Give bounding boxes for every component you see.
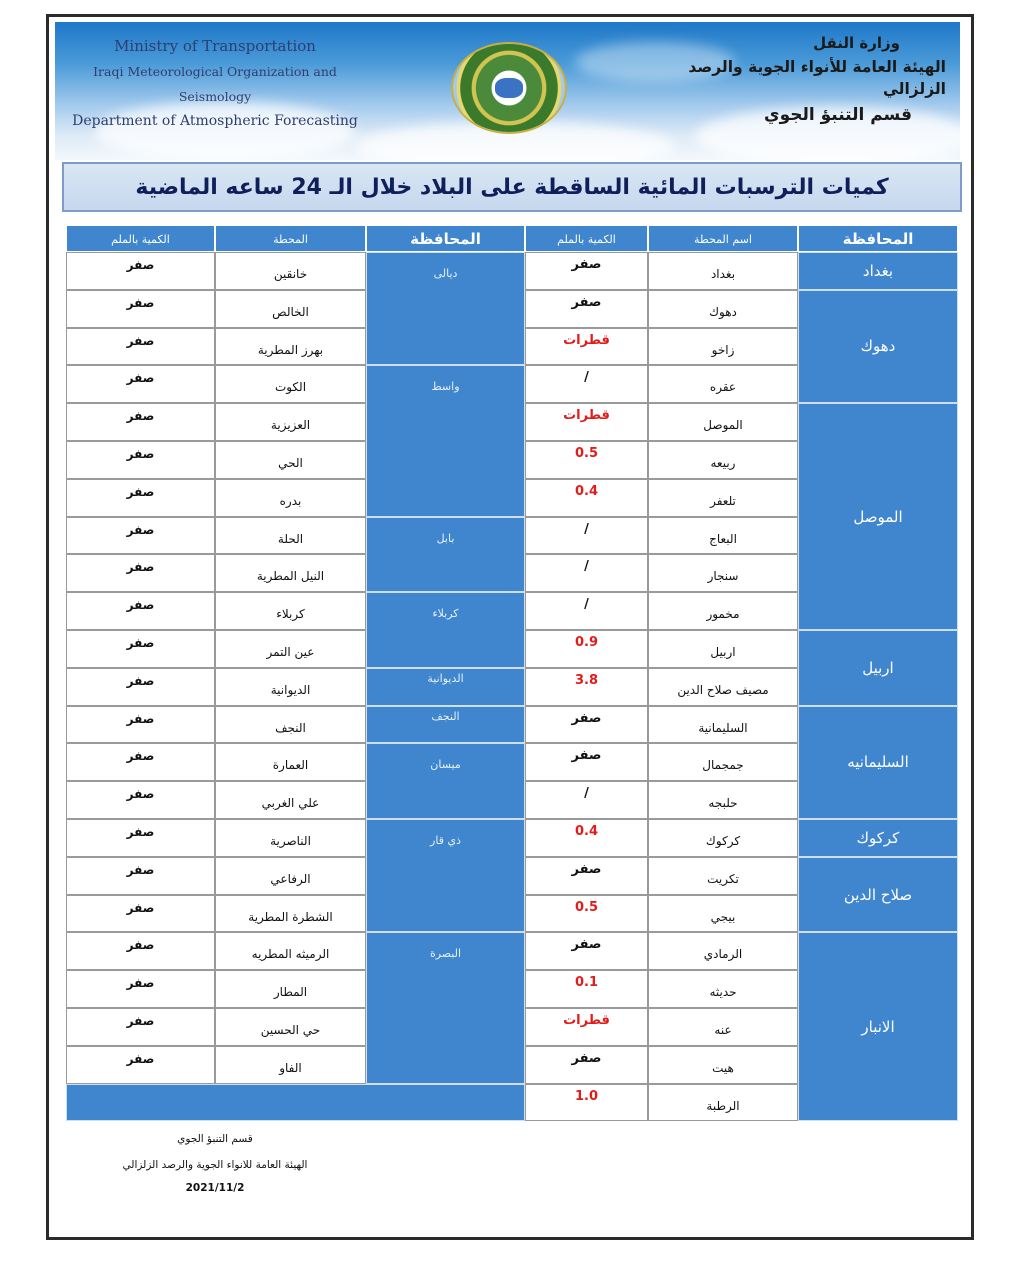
left-amount-cell: صفر bbox=[66, 743, 215, 781]
right-amount-cell: صفر bbox=[525, 743, 648, 781]
header-banner bbox=[55, 22, 960, 160]
ministry-name-en: Ministry of Transportation bbox=[114, 37, 316, 55]
left-station-cell: بدره bbox=[215, 479, 366, 517]
organization-name-en: Iraqi Meteorological Organization and Seismology bbox=[93, 64, 337, 104]
right-amount-cell: قطرات bbox=[525, 403, 648, 441]
left-amount-cell: صفر bbox=[66, 554, 215, 592]
right-station-cell: تلعفر bbox=[648, 479, 798, 517]
left-amount-cell: صفر bbox=[66, 252, 215, 290]
left-station-cell: عين التمر bbox=[215, 630, 366, 668]
right-station-cell: الرطبة bbox=[648, 1084, 798, 1122]
left-station-cell: النيل المطرية bbox=[215, 554, 366, 592]
right-station-cell: تكريت bbox=[648, 857, 798, 895]
right-amount-cell: 0.1 bbox=[525, 970, 648, 1008]
left-province-cell: واسط bbox=[366, 365, 525, 516]
left-amount-cell: صفر bbox=[66, 403, 215, 441]
english-header bbox=[65, 34, 365, 134]
right-province-cell: السليمانيه bbox=[798, 706, 958, 819]
right-amount-cell: / bbox=[525, 554, 648, 592]
left-amount-cell: صفر bbox=[66, 781, 215, 819]
right-amount-cell: 0.4 bbox=[525, 819, 648, 857]
right-station-cell: الرمادي bbox=[648, 932, 798, 970]
right-amount-cell: قطرات bbox=[525, 328, 648, 366]
right-station-cell: مصيف صلاح الدين bbox=[648, 668, 798, 706]
right-station-cell: هيت bbox=[648, 1046, 798, 1084]
right-province-cell: الانبار bbox=[798, 932, 958, 1121]
left-amount-cell: صفر bbox=[66, 592, 215, 630]
footer-department: قسم التنبؤ الجوي bbox=[177, 1133, 253, 1145]
left-province-cell: ديالى bbox=[366, 252, 525, 365]
left-amount-cell: صفر bbox=[66, 479, 215, 517]
right-province-cell: دهوك bbox=[798, 290, 958, 403]
left-amount-cell: صفر bbox=[66, 970, 215, 1008]
left-province-cell: كربلاء bbox=[366, 592, 525, 668]
left-table-filler bbox=[66, 1084, 525, 1122]
left-province-cell: النجف bbox=[366, 706, 525, 744]
right-amount-cell: صفر bbox=[525, 252, 648, 290]
right-station-cell: دهوك bbox=[648, 290, 798, 328]
footer-date: 2021/11/2 bbox=[185, 1182, 245, 1194]
left-amount-cell: صفر bbox=[66, 365, 215, 403]
right-amount-cell: صفر bbox=[525, 706, 648, 744]
right-station-cell: السليمانية bbox=[648, 706, 798, 744]
left-amount-cell: صفر bbox=[66, 819, 215, 857]
right-station-cell: عنه bbox=[648, 1008, 798, 1046]
right-amount-cell: / bbox=[525, 365, 648, 403]
left-station-cell: النجف bbox=[215, 706, 366, 744]
right-amount-cell: 0.5 bbox=[525, 895, 648, 933]
arabic-header bbox=[646, 30, 946, 130]
left-amount-cell: صفر bbox=[66, 1046, 215, 1084]
right-station-cell: حديثه bbox=[648, 970, 798, 1008]
right-station-cell: البعاج bbox=[648, 517, 798, 555]
right-station-cell: كركوك bbox=[648, 819, 798, 857]
right-station-cell: حلبجه bbox=[648, 781, 798, 819]
left-amount-cell: صفر bbox=[66, 668, 215, 706]
left-station-cell: الرميثه المطريه bbox=[215, 932, 366, 970]
left-station-cell: كربلاء bbox=[215, 592, 366, 630]
left-province-cell: البصرة bbox=[366, 932, 525, 1083]
right-station-cell: الموصل bbox=[648, 403, 798, 441]
right-amount-cell: 1.0 bbox=[525, 1084, 648, 1122]
organization-name-ar: الهيئة العامة للأنواء الجوية والرصد الزلزالي bbox=[688, 58, 946, 98]
right-province-cell: الموصل bbox=[798, 403, 958, 630]
left-province-cell: الديوانية bbox=[366, 668, 525, 706]
right-amount-cell: / bbox=[525, 592, 648, 630]
right-station-cell: جمجمال bbox=[648, 743, 798, 781]
right-header-station: اسم المحطة bbox=[648, 225, 798, 252]
right-station-cell: مخمور bbox=[648, 592, 798, 630]
right-amount-cell: صفر bbox=[525, 857, 648, 895]
right-station-cell: زاخو bbox=[648, 328, 798, 366]
left-amount-cell: صفر bbox=[66, 630, 215, 668]
left-province-cell: ذي قار bbox=[366, 819, 525, 932]
left-station-cell: الخالص bbox=[215, 290, 366, 328]
right-station-cell: ربيعه bbox=[648, 441, 798, 479]
left-amount-cell: صفر bbox=[66, 328, 215, 366]
right-amount-cell: 3.8 bbox=[525, 668, 648, 706]
left-amount-cell: صفر bbox=[66, 857, 215, 895]
left-amount-cell: صفر bbox=[66, 441, 215, 479]
left-station-cell: العمارة bbox=[215, 743, 366, 781]
right-province-cell: بغداد bbox=[798, 252, 958, 290]
left-station-cell: بهرز المطرية bbox=[215, 328, 366, 366]
page-title: كميات الترسبات المائية الساقطة على البلاد خلال الـ 24 ساعه الماضية bbox=[62, 162, 962, 212]
left-station-cell: حي الحسين bbox=[215, 1008, 366, 1046]
right-province-cell: صلاح الدين bbox=[798, 857, 958, 933]
organization-logo-icon bbox=[453, 44, 565, 132]
left-station-cell: الشطرة المطرية bbox=[215, 895, 366, 933]
right-station-cell: بيجي bbox=[648, 895, 798, 933]
right-header-province: المحافظة bbox=[798, 225, 958, 252]
logo-cloud-icon bbox=[495, 78, 523, 98]
right-amount-cell: / bbox=[525, 517, 648, 555]
left-station-cell: علي الغربي bbox=[215, 781, 366, 819]
left-amount-cell: صفر bbox=[66, 706, 215, 744]
left-station-cell: الحلة bbox=[215, 517, 366, 555]
right-amount-cell: صفر bbox=[525, 1046, 648, 1084]
left-header-station: المحطة bbox=[215, 225, 366, 252]
left-amount-cell: صفر bbox=[66, 895, 215, 933]
left-station-cell: الرفاعي bbox=[215, 857, 366, 895]
left-station-cell: الحي bbox=[215, 441, 366, 479]
left-station-cell: الديوانية bbox=[215, 668, 366, 706]
right-amount-cell: قطرات bbox=[525, 1008, 648, 1046]
left-station-cell: خانقين bbox=[215, 252, 366, 290]
left-station-cell: الكوت bbox=[215, 365, 366, 403]
right-header-amount: الكمية بالملم bbox=[525, 225, 648, 252]
department-name-ar: قسم التنبؤ الجوي bbox=[764, 105, 912, 125]
left-amount-cell: صفر bbox=[66, 932, 215, 970]
right-amount-cell: 0.5 bbox=[525, 441, 648, 479]
right-station-cell: سنجار bbox=[648, 554, 798, 592]
left-station-cell: العزيزية bbox=[215, 403, 366, 441]
right-station-cell: عقره bbox=[648, 365, 798, 403]
left-header-amount: الكمية بالملم bbox=[66, 225, 215, 252]
left-amount-cell: صفر bbox=[66, 1008, 215, 1046]
left-amount-cell: صفر bbox=[66, 517, 215, 555]
right-amount-cell: / bbox=[525, 781, 648, 819]
left-station-cell: الناصرية bbox=[215, 819, 366, 857]
right-province-cell: اربيل bbox=[798, 630, 958, 706]
left-province-cell: ميسان bbox=[366, 743, 525, 819]
right-amount-cell: صفر bbox=[525, 290, 648, 328]
left-station-cell: المطار bbox=[215, 970, 366, 1008]
left-header-province: المحافظة bbox=[366, 225, 525, 252]
right-amount-cell: 0.4 bbox=[525, 479, 648, 517]
right-station-cell: اربيل bbox=[648, 630, 798, 668]
left-station-cell: الفاو bbox=[215, 1046, 366, 1084]
right-province-cell: كركوك bbox=[798, 819, 958, 857]
left-province-cell: بابل bbox=[366, 517, 525, 593]
right-station-cell: بغداد bbox=[648, 252, 798, 290]
right-amount-cell: 0.9 bbox=[525, 630, 648, 668]
department-name-en: Department of Atmospheric Forecasting bbox=[72, 113, 358, 129]
footer-organization: الهيئة العامة للانواء الجوية والرصد الزلزالي bbox=[122, 1159, 308, 1171]
ministry-name-ar: وزارة النقل bbox=[813, 34, 900, 52]
left-amount-cell: صفر bbox=[66, 290, 215, 328]
right-amount-cell: صفر bbox=[525, 932, 648, 970]
